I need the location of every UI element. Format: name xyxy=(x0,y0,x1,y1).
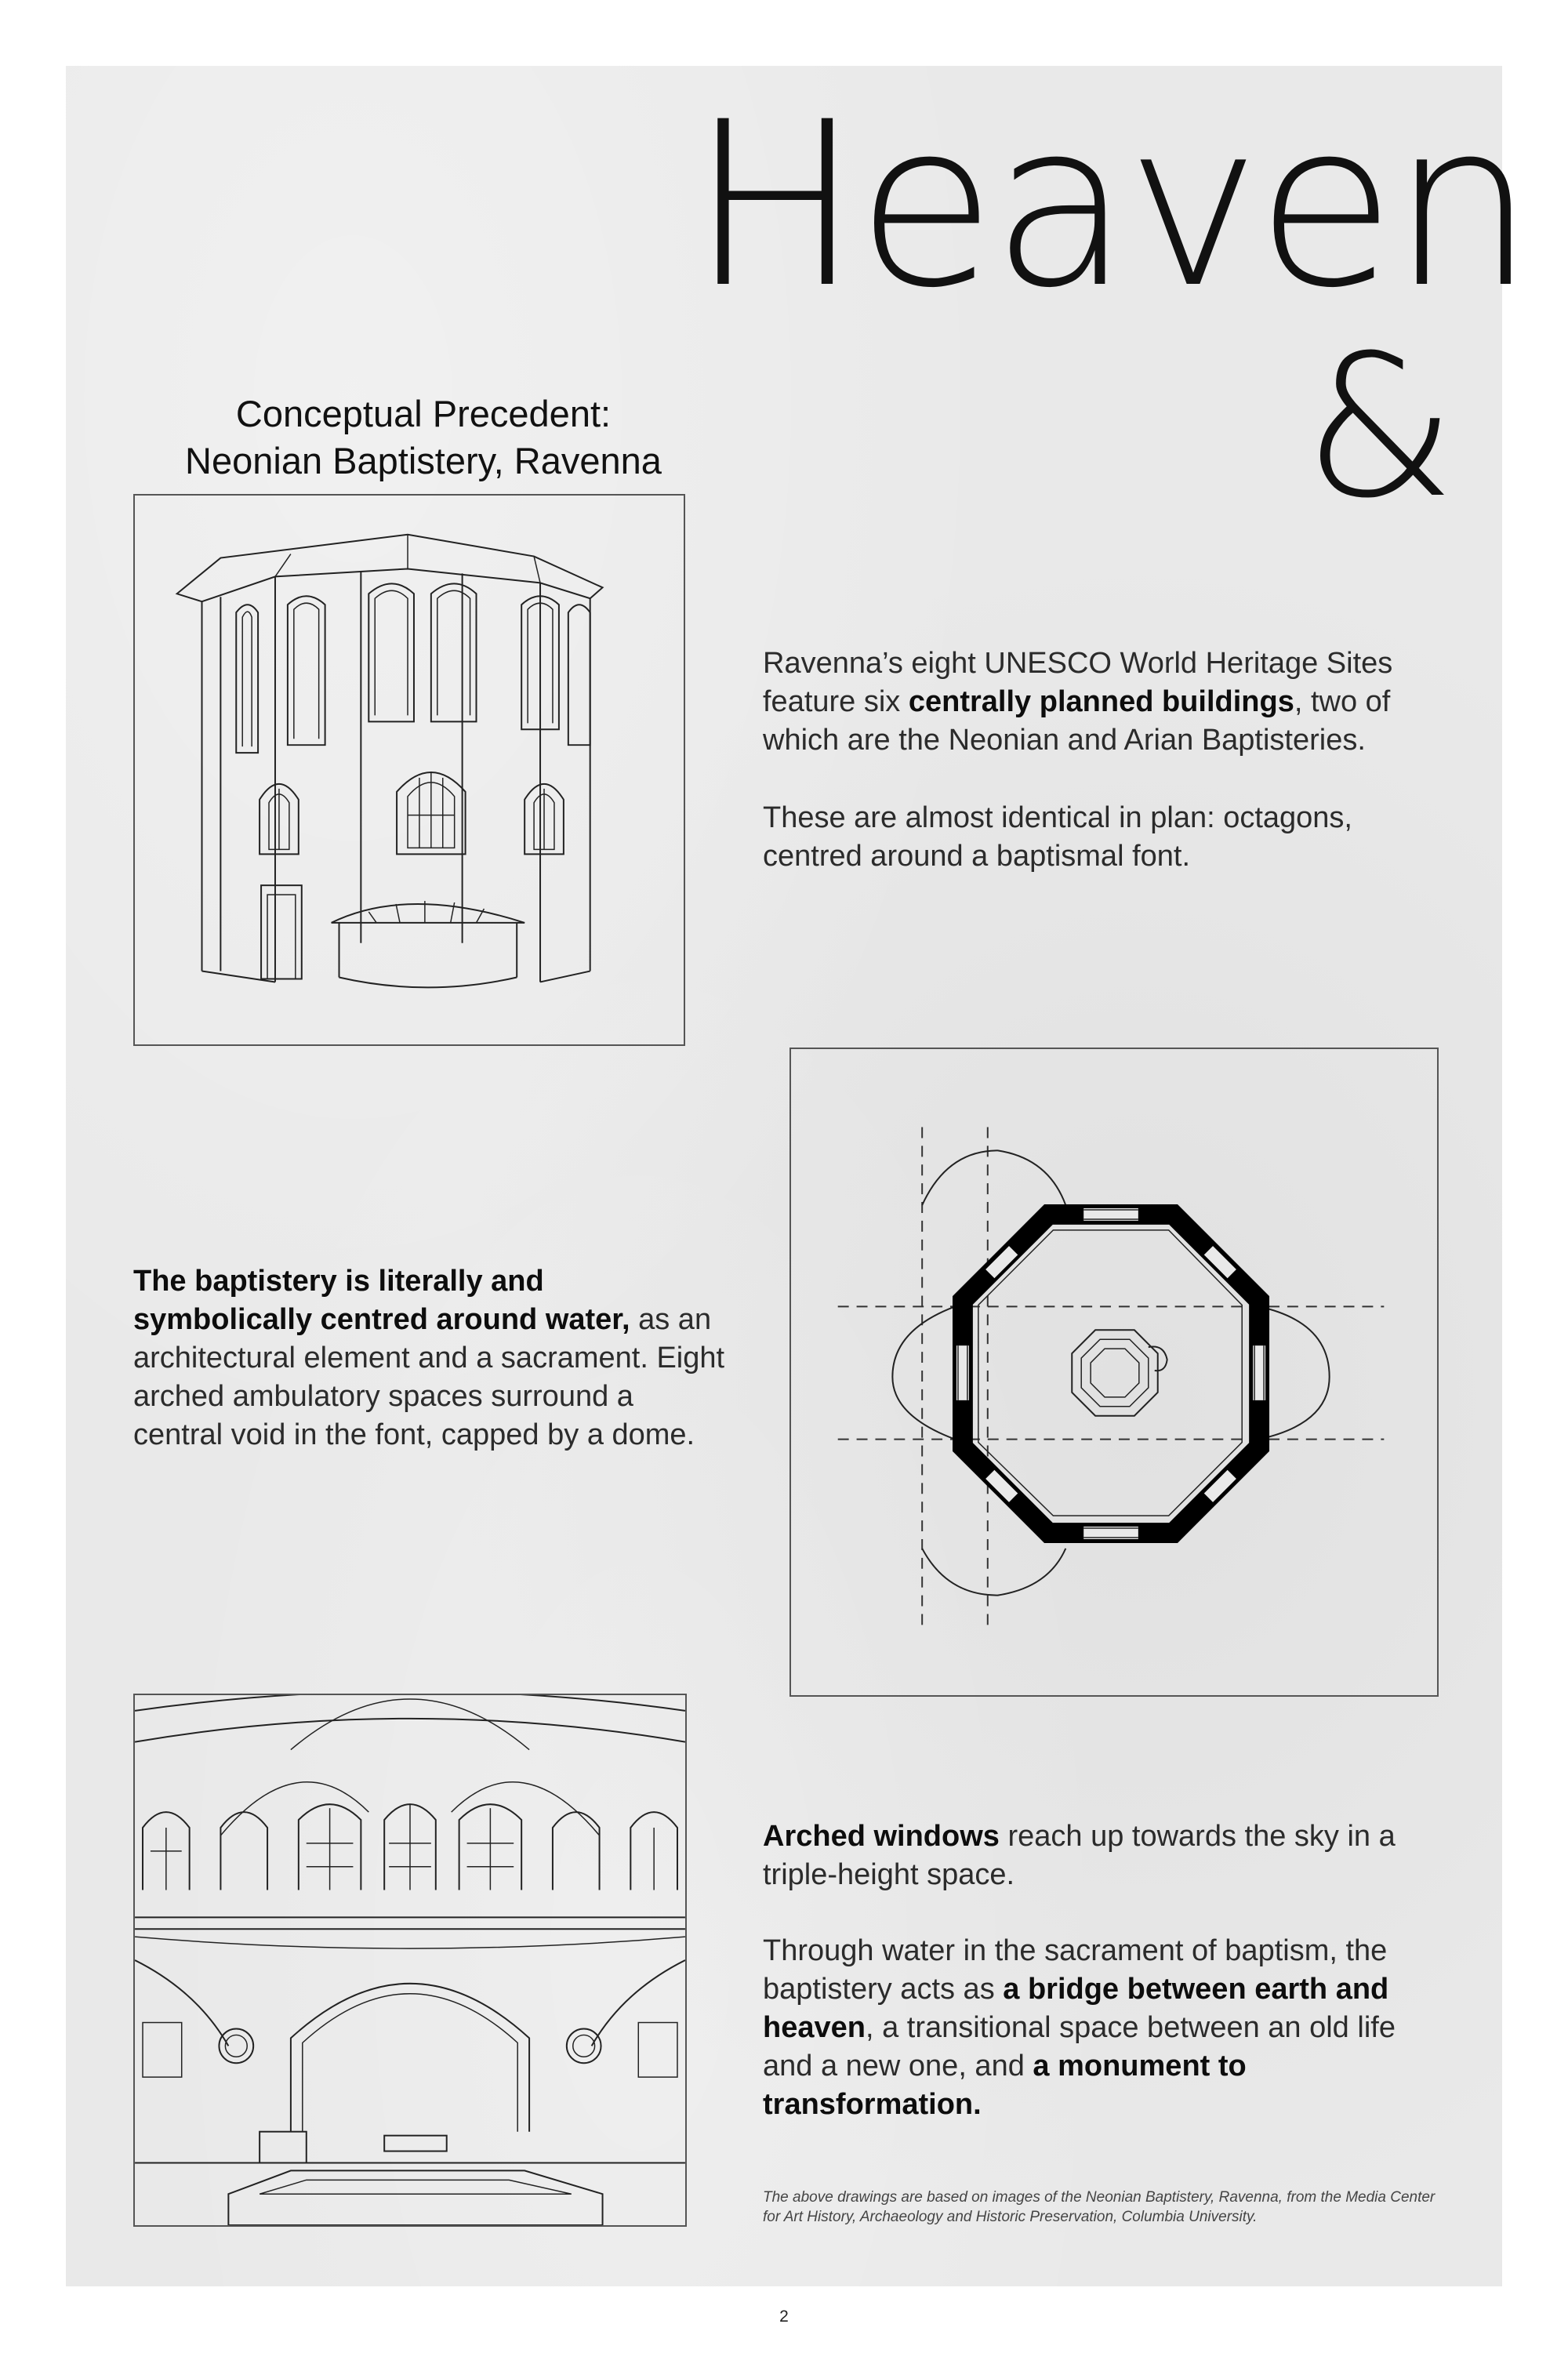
intro-text-b: , two of which are the Neonian and Arian Baptisteries. xyxy=(763,685,1391,757)
interior-drawing xyxy=(133,1694,687,2227)
bridge-text-b: , a transitional space between an old life and a new one, and xyxy=(763,2011,1396,2082)
bridge-text-a: Through water in the sacrament of baptism, the baptistery acts as xyxy=(763,1934,1388,2006)
subtitle-line-2: Neonian Baptistery, Ravenna xyxy=(185,440,662,481)
exterior-drawing xyxy=(133,494,685,1046)
windows-paragraph-2 xyxy=(763,1932,1445,2124)
windows-bold: Arched windows xyxy=(763,1820,1000,1853)
page-number: 2 xyxy=(779,2308,789,2326)
subtitle-line-1: Conceptual Precedent: xyxy=(235,393,612,434)
ampersand-glyph: & xyxy=(1303,313,1457,541)
bridge-bold-1: a bridge between earth and heaven xyxy=(763,1973,1389,2044)
section-subtitle xyxy=(125,390,721,485)
intro-text-a: Ravenna’s eight UNESCO World Heritage Sites feature six xyxy=(763,647,1393,718)
bridge-bold-2: a monument to transformation. xyxy=(763,2050,1247,2121)
floor-plan-drawing xyxy=(789,1048,1439,1697)
octagon-plan-illustration xyxy=(791,1049,1437,1695)
water-bold: The baptistery is literally and symbolically centred around water, xyxy=(133,1265,630,1336)
baptistery-interior-illustration xyxy=(135,1695,685,2225)
page-title: Heaven xyxy=(690,74,1531,338)
intro-paragraph-2: These are almost identical in plan: octagons, centred around a baptismal font. xyxy=(763,801,1352,873)
baptistery-exterior-illustration xyxy=(135,496,684,1044)
intro-paragraph-1 xyxy=(763,645,1453,760)
intro-bold: centrally planned buildings xyxy=(908,685,1294,718)
windows-paragraph-1 xyxy=(763,1817,1445,1894)
water-paragraph xyxy=(133,1262,729,1454)
windows-text: reach up towards the sky in a triple-height space. xyxy=(763,1820,1396,1891)
image-credit-footnote: The above drawings are based on images of the Neonian Baptistery, Ravenna, from the Media Center for Art History, Archaeology and Historic Preservation, Columbia University. xyxy=(763,2189,1436,2225)
water-text: as an architectural element and a sacrament. Eight arched ambulatory spaces surround a central void in the font, capped by a dome. xyxy=(133,1303,725,1451)
